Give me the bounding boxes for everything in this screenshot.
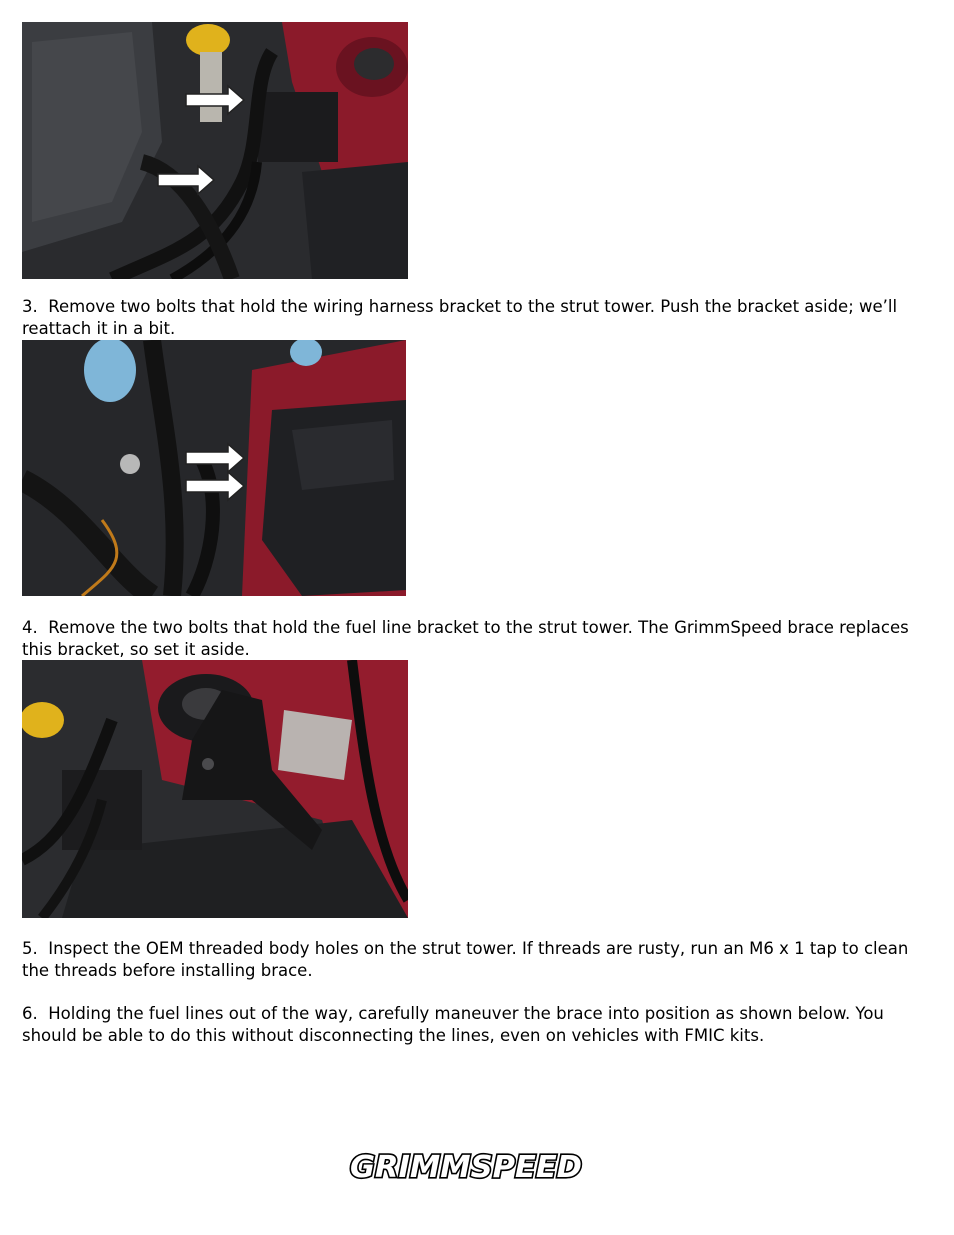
svg-text:GRIMMSPEED: GRIMMSPEED bbox=[350, 1150, 582, 1182]
step-6-text bbox=[22, 1003, 934, 1046]
step-5-text bbox=[22, 938, 934, 981]
step-4-number: 4. bbox=[22, 618, 38, 637]
grimmspeed-logo bbox=[348, 1150, 584, 1182]
step-5-number: 5. bbox=[22, 939, 38, 958]
step-3-text bbox=[22, 296, 934, 339]
step-5-body: Inspect the OEM threaded body holes on the strut tower. If threads are rusty, run an M6 x 1 tap to clean the threads before installing brace. bbox=[22, 939, 909, 980]
step-6-body: Holding the fuel lines out of the way, carefully maneuver the brace into position as shown below. You should be able to do this without disconnecting the lines, even on vehicles with FMIC kits. bbox=[22, 1004, 884, 1045]
photo-strut-tower-bolts bbox=[22, 340, 406, 596]
step-6-number: 6. bbox=[22, 1004, 38, 1023]
step-3-number: 3. bbox=[22, 297, 38, 316]
step-3-body: Remove two bolts that hold the wiring harness bracket to the strut tower. Push the bracket aside; we’ll reattach it in a bit. bbox=[22, 297, 898, 338]
photo-fuel-line-bracket bbox=[22, 660, 408, 918]
step-4-body: Remove the two bolts that hold the fuel line bracket to the strut tower. The GrimmSpeed brace replaces this bracket, so set it aside. bbox=[22, 618, 909, 659]
photo-wiring-harness-bracket bbox=[22, 22, 408, 279]
step-4-text bbox=[22, 617, 934, 660]
